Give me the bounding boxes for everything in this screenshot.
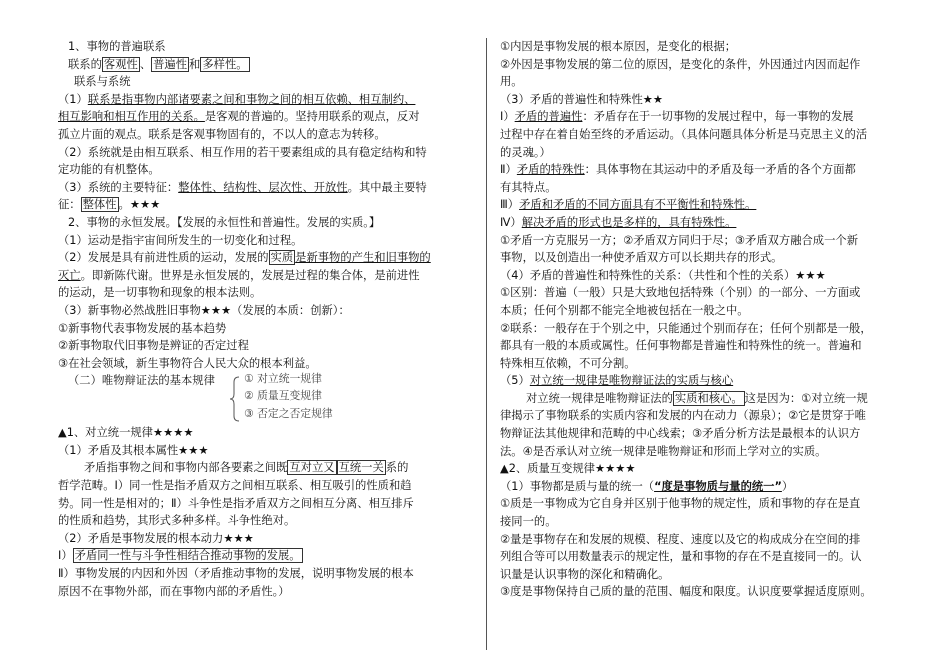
text-line: 接同一的。 xyxy=(500,515,557,529)
text-line: 哲学范畴。Ⅰ）同一性是指矛盾双方之间相互联系、相互吸引的性质和趋 xyxy=(58,479,412,493)
text-line: Ⅰ） 矛盾同一性与斗争性相结合推动事物的发展。 xyxy=(58,549,301,563)
underlined-text: 解决矛盾的形式也是多样的，具有特殊性。 xyxy=(521,215,737,229)
underlined-text: 对立统一规律是唯物辩证法的实质与核心 xyxy=(529,374,734,388)
text-line: 征： 整体性 。★★★ xyxy=(58,198,161,212)
column-divider xyxy=(486,38,487,650)
text-line: 法。④是否承认对立统一规律是唯物辩证和形而上学对立的实质。 xyxy=(500,444,827,458)
text-line: （1）运动是指宇宙间所发生的一切变化和过程。 xyxy=(58,233,303,247)
text-line: Ⅳ）解决矛盾的形式也是多样的，具有特殊性。 xyxy=(500,215,737,229)
underlined-text: 是新事物的产生和旧事物的 xyxy=(295,251,431,265)
outline-item: ③ 否定之否定规律 xyxy=(244,406,333,420)
boxed-term: 整体性 xyxy=(82,198,117,212)
text-line: ③度是事物保持自己质的量的范围、幅度和限度。认识度要掌握适度原则。 xyxy=(500,585,872,599)
boxed-term: 实质 xyxy=(270,251,294,265)
underlined-text: 联系是指事物内部诸要素之间和事物之间的相互依赖、相互制约、 xyxy=(87,92,416,106)
underlined-text: 灭亡 xyxy=(58,268,81,282)
text-line: （2）发展是具有前进性质的运动，发展的 实质 是新事物的产生和旧事物的 xyxy=(58,251,431,265)
text-line: ①矛盾一方克服另一方；②矛盾双方同归于尽；③矛盾双方融合成一个新 xyxy=(500,233,858,247)
outline-items xyxy=(244,370,333,422)
text-line: （1）矛盾及其根本属性★★★ xyxy=(58,443,209,457)
section-title-unity-of-opposites: ▲1、对立统一规律★★★★ xyxy=(58,426,194,440)
text-line: 相互影响和相互作用的关系。是客观的普遍的。坚持用联系的观点，反对 xyxy=(58,110,420,124)
text-line: 本质；任何个别都不能完全地被包括在一般之中。 xyxy=(500,303,749,317)
boxed-term: 客观性 xyxy=(103,57,138,71)
text-line: 过程中存在着自始至终的矛盾运动。（具体问题具体分析是马克思主义的活 xyxy=(500,127,868,141)
section-title-universal-connection: 1、事物的普遍联系 xyxy=(68,40,166,53)
text-line: 定功能的有机整体。 xyxy=(58,163,160,177)
text-line: 的灵魂。） xyxy=(500,145,551,159)
underlined-text: 整体性、结构性、层次性、开放性 xyxy=(178,180,348,194)
text-line: 原因不在事物外部，而在事物内部的矛盾性。） xyxy=(58,584,290,598)
text-line: （2）系统就是由相互联系、相互作用的若干要素组成的具有稳定结构和特 xyxy=(58,145,427,159)
subheading: （4）矛盾的普遍性和特殊性的关系：（共性和个性的关系）★★★ xyxy=(500,268,826,282)
boxed-term: 矛盾同一性与斗争性相结合推动事物的发展。 xyxy=(74,549,301,563)
underlined-text: 矛盾的特殊性 xyxy=(516,163,585,177)
text-line: （3）系统的主要特征：整体性、结构性、层次性、开放性。其中最主要特 xyxy=(58,180,427,194)
text-line: 用。 xyxy=(500,75,523,89)
text-line: 灭亡。即新陈代谢。世界是永恒发展的，发展是过程的集合体，是前进性 xyxy=(58,268,420,282)
basic-laws-outline xyxy=(58,372,470,424)
subheading: 联系与系统 xyxy=(74,75,131,89)
boxed-term: 普遍性 xyxy=(153,57,188,71)
text-line: 都具有一般的本质或属性。任何事物都是普遍性和特殊性的统一。普遍和 xyxy=(500,339,862,353)
text-line: 律揭示了事物联系的实质内容和发展的内在动力（源泉）；②它是贯穿于唯 xyxy=(500,409,866,423)
left-column xyxy=(58,38,470,600)
underlined-text: 矛盾和矛盾的不同方面具有不平衡性和特殊性。 xyxy=(519,198,757,212)
text-line: 列组合等可以用数量表示的规定性，量和事物的存在不是直接同一的。认 xyxy=(500,550,862,564)
outline-item: ① 对立统一规律 xyxy=(244,372,322,386)
text-line: ①新事物代表事物发展的基本趋势 xyxy=(58,321,227,335)
text-line: ①区别：普遍（一般）只是大致地包括特殊（个别）的一部分、一方面或 xyxy=(500,286,861,300)
text-line: ②新事物取代旧事物是辨证的否定过程 xyxy=(58,339,249,353)
text-line: （2）矛盾是事物发展的根本动力★★★ xyxy=(58,531,254,545)
text-line: 矛盾指事物之间和事物内部各要素之间既 互对立又 互统一关 系的 xyxy=(84,461,409,475)
text-line: 有其特点。 xyxy=(500,180,557,194)
boxed-term: 多样性。 xyxy=(202,57,248,71)
boxed-term: 互统一关 xyxy=(338,461,384,475)
text-line: 孤立片面的观点。联系是客观事物固有的，不以人的意志为转移。 xyxy=(58,127,386,141)
text-line: 联系的 客观性 、 普遍性 和 多样性。 xyxy=(68,57,248,71)
text-line: 物辩证法其他规律和范畴的中心线索；③矛盾分析方法是最根本的认识方 xyxy=(500,427,861,441)
text-line: 的运动，是一切事物和现象的根本法则。 xyxy=(58,286,262,300)
boxed-term: 实质和核心。 xyxy=(674,391,743,405)
outline-item: ② 质量互变规律 xyxy=(244,389,322,403)
text-line: （3）新事物必然战胜旧事物★★★（发展的本质：创新）： xyxy=(58,303,350,317)
boxed-term: 互对立又 xyxy=(289,461,335,475)
text-line: 势。同一性是相对的；Ⅱ）斗争性是指矛盾双方之间相互分离、相互排斥 xyxy=(58,496,414,510)
underlined-text: “度是事物质与量的统一” xyxy=(654,479,782,493)
text-line: ②联系：一般存在于个别之中，只能通过个别而存在；任何个别都是一般， xyxy=(500,321,872,335)
right-column xyxy=(500,38,908,601)
text-line: ②外因是事物发展的第二位的原因，是变化的条件，外因通过内因而起作 xyxy=(500,57,861,71)
text-line: 特殊相互依赖，不可分割。 xyxy=(500,356,636,370)
section-title-quality-quantity: ▲2、质量互变规律★★★★ xyxy=(500,462,636,476)
curly-brace-icon xyxy=(230,376,240,422)
text-line: ②量是事物存在和发展的规模、程度、速度以及它的构成成分在空间的排 xyxy=(500,532,861,546)
text-line: Ⅰ）矛盾的普遍性：矛盾存在于一切事物的发展过程中，每一事物的发展 xyxy=(500,110,854,124)
text-line: 的性质和趋势，其形式多种多样。斗争性绝对。 xyxy=(58,514,296,528)
text-line: 事物，以及创造出一种使矛盾双方可以长期共存的形式。 xyxy=(500,251,783,265)
text-line: Ⅲ）矛盾和矛盾的不同方面具有不平衡性和特殊性。 xyxy=(500,198,757,212)
subheading: （5）对立统一规律是唯物辩证法的实质与核心 xyxy=(500,374,734,388)
text-line: ③在社会领域，新生事物符合人民大众的根本利益。 xyxy=(58,356,317,370)
underlined-text: 矛盾的普遍性 xyxy=(514,110,583,124)
section-title-development: 2、事物的永恒发展。【发展的永恒性和普遍性。发展的实质。】 xyxy=(68,215,381,229)
underlined-text: 相互影响和相互作用的关系。 xyxy=(58,110,205,124)
subheading: （1）事物都是质与量的统一（“度是事物质与量的统一”） xyxy=(500,479,794,493)
outline-label: （二）唯物辩证法的基本规律 xyxy=(68,374,215,388)
text-line: Ⅱ）矛盾的特殊性：具体事物在其运动中的矛盾及每一矛盾的各个方面都 xyxy=(500,163,856,177)
text-line: ①内因是事物发展的根本原因，是变化的根据； xyxy=(500,40,737,53)
text-line: Ⅱ）事物发展的内因和外因（矛盾推动事物的发展，说明事物发展的根本 xyxy=(58,567,414,581)
text-line: （1）联系是指事物内部诸要素之间和事物之间的相互依赖、相互制约、 xyxy=(58,92,416,106)
subheading: （3）矛盾的普遍性和特殊性★★ xyxy=(500,92,664,106)
text-line: 对立统一规律是唯物辩证法的 实质和核心。 这是因为：①对立统一规 xyxy=(526,391,868,405)
text-line: ①质是一事物成为它自身并区别于他事物的规定性，质和事物的存在是直 xyxy=(500,497,861,511)
text-line: 识量是认识事物的深化和精确化。 xyxy=(500,567,670,581)
